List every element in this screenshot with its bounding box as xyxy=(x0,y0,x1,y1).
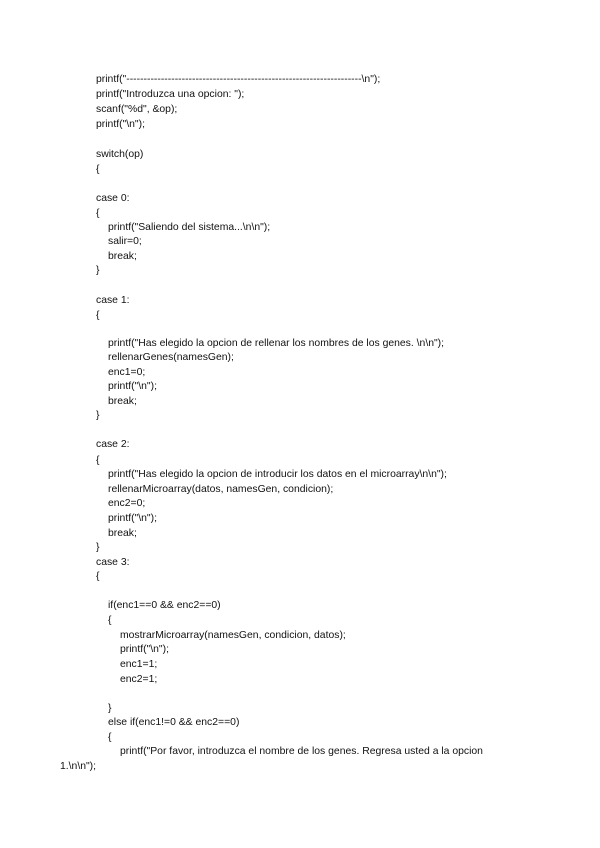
code-line: printf("\n"); xyxy=(108,381,157,392)
code-line: { xyxy=(108,732,112,743)
code-line: salir=0; xyxy=(108,236,142,247)
code-line: case 2: xyxy=(96,439,130,450)
code-line: case 3: xyxy=(96,557,130,568)
code-line: 1.\n\n"); xyxy=(60,761,97,772)
code-line: printf("Saliendo del sistema...\n\n"); xyxy=(108,222,271,233)
code-line: switch(op) xyxy=(96,149,144,160)
code-line: printf("Has elegido la opcion de introducir los datos en el microarray\n\n"); xyxy=(108,469,447,480)
code-line: printf("\n"); xyxy=(108,513,157,524)
code-line: break; xyxy=(108,396,137,407)
code-line: mostrarMicroarray(namesGen, condicion, datos); xyxy=(120,630,346,641)
code-line: break; xyxy=(108,528,137,539)
code-line: printf("--------------------------------------------------------------------\n"); xyxy=(96,74,381,85)
code-line: } xyxy=(96,410,100,421)
code-line: printf("\n"); xyxy=(120,644,169,655)
code-line: enc1=1; xyxy=(120,659,158,670)
code-line: { xyxy=(108,615,112,626)
code-line: { xyxy=(96,208,100,219)
code-line: rellenarGenes(namesGen); xyxy=(108,352,234,363)
code-line: { xyxy=(96,571,100,582)
code-line: if(enc1==0 && enc2==0) xyxy=(108,600,221,611)
code-line: printf("Has elegido la opcion de rellenar los nombres de los genes. \n\n"); xyxy=(108,338,445,349)
code-line: enc1=0; xyxy=(108,367,146,378)
code-line: } xyxy=(108,703,112,714)
code-line: rellenarMicroarray(datos, namesGen, condicion); xyxy=(108,484,334,495)
code-line: { xyxy=(96,164,100,175)
code-line: } xyxy=(96,265,100,276)
code-line: printf("\n"); xyxy=(96,119,145,130)
code-line: printf("Por favor, introduzca el nombre de los genes. Regresa usted a la opcion xyxy=(120,746,483,757)
code-line: printf("Introduzca una opcion: "); xyxy=(96,89,245,100)
code-line: { xyxy=(96,310,100,321)
code-line: } xyxy=(96,542,100,553)
code-line: scanf("%d", &op); xyxy=(96,104,178,115)
code-line: case 1: xyxy=(96,295,130,306)
code-line: else if(enc1!=0 && enc2==0) xyxy=(108,717,240,728)
code-line: break; xyxy=(108,251,137,262)
code-line: enc2=0; xyxy=(108,498,146,509)
code-line: { xyxy=(96,455,100,466)
code-line: enc2=1; xyxy=(120,674,158,685)
code-line: case 0: xyxy=(96,193,130,204)
